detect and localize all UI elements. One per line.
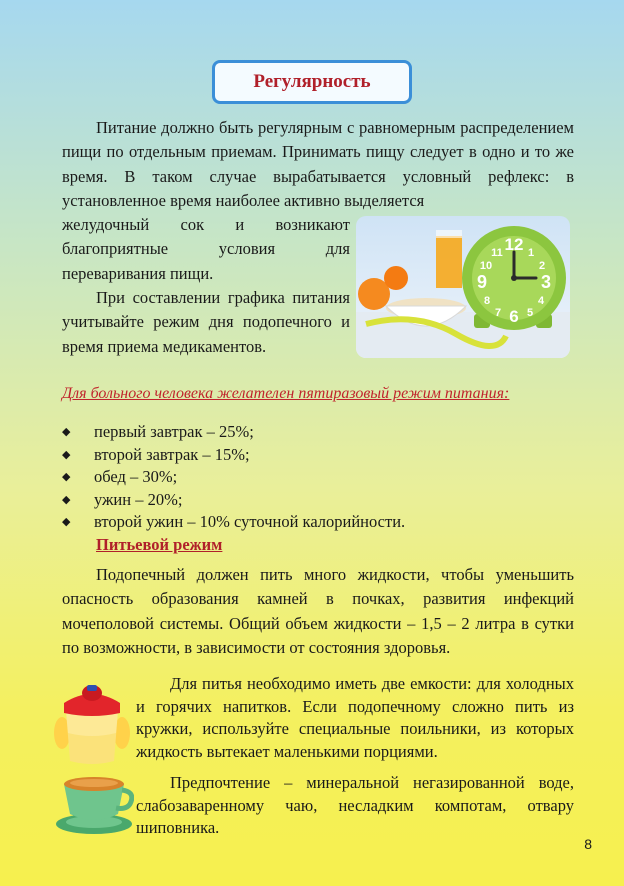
clock-number-3: 3 — [540, 272, 552, 292]
clock-number-12: 12 — [504, 235, 524, 254]
list-item: ◆ обед – 30%; — [62, 466, 405, 489]
breakfast-clock-photo — [356, 216, 570, 358]
list-item: ◆ второй завтрак – 15%; — [62, 444, 405, 467]
clock-number-7: 7 — [494, 307, 502, 319]
diamond-bullet-icon: ◆ — [62, 426, 71, 438]
page-title: Регулярность — [253, 71, 371, 92]
title-frame — [212, 60, 412, 104]
paragraph-regularity: Питание должно быть регулярным с равномерным распределением пищи по отдельным приемам. Принимать пищу следует в одно и то же время. В таком случае вырабатывается условный рефлекс: в установленное время наиболее активно выделяется — [62, 118, 574, 211]
paragraph-schedule: При составлении графика питания учитывайте режим дня подопечного и время приема медикаментов. — [62, 288, 350, 356]
clock-number-9: 9 — [476, 272, 488, 292]
clock-number-11: 11 — [491, 247, 503, 259]
diamond-bullet-icon: ◆ — [62, 471, 71, 483]
list-item: ◆ второй ужин – 10% суточной калорийности. — [62, 511, 405, 534]
diamond-bullet-icon: ◆ — [62, 448, 71, 461]
teacup-image — [54, 770, 134, 836]
clock-number-8: 8 — [483, 295, 491, 307]
paragraph-preference: Предпочтение – минеральной негазированной воде, слабозаваренному чаю, несладким компотам, отвару шиповника. — [136, 773, 574, 837]
clock-number-6: 6 — [509, 307, 519, 326]
paragraph-two-containers: Для питья необходимо иметь две емкости: для холодных и горячих напитков. Если подопечному сложно пить из кружки, используйте специальные поильники, из которых жидкость вытекает маленькими порциями. — [136, 674, 574, 761]
drinking-regime-heading: Питьевой режим — [96, 535, 223, 554]
five-meal-note: Для больного человека желателен пятиразовый режим питания: — [62, 385, 510, 402]
diamond-bullet-icon: ◆ — [62, 493, 71, 506]
sippy-cup-image — [54, 675, 130, 767]
clock-number-5: 5 — [526, 307, 534, 319]
paragraph-gastric-juice: желудочный сок и возникают благоприятные условия для переваривания пищи. — [62, 215, 350, 283]
clock-number-2: 2 — [538, 260, 546, 272]
list-item: ◆ первый завтрак – 25%; — [62, 421, 405, 444]
diamond-bullet-icon: ◆ — [62, 516, 71, 528]
paragraph-fluid-volume: Подопечный должен пить много жидкости, чтобы уменьшить опасность образования камней в почках, развития инфекций мочеполовой системы. Общий объем жидкости – 1,5 – 2 литра в сутки по возможности, в зависимости от состояния здоровья. — [62, 565, 574, 658]
list-item: ◆ ужин – 20%; — [62, 489, 405, 512]
sippy-cup-icon — [54, 675, 130, 767]
teacup-icon — [54, 770, 134, 836]
page-number: 8 — [584, 836, 592, 852]
clock-number-1: 1 — [527, 247, 535, 259]
clock-number-4: 4 — [537, 295, 545, 307]
breakfast-clock-illustration — [356, 216, 570, 358]
meal-list — [62, 421, 405, 534]
clock-number-10: 10 — [479, 260, 493, 272]
